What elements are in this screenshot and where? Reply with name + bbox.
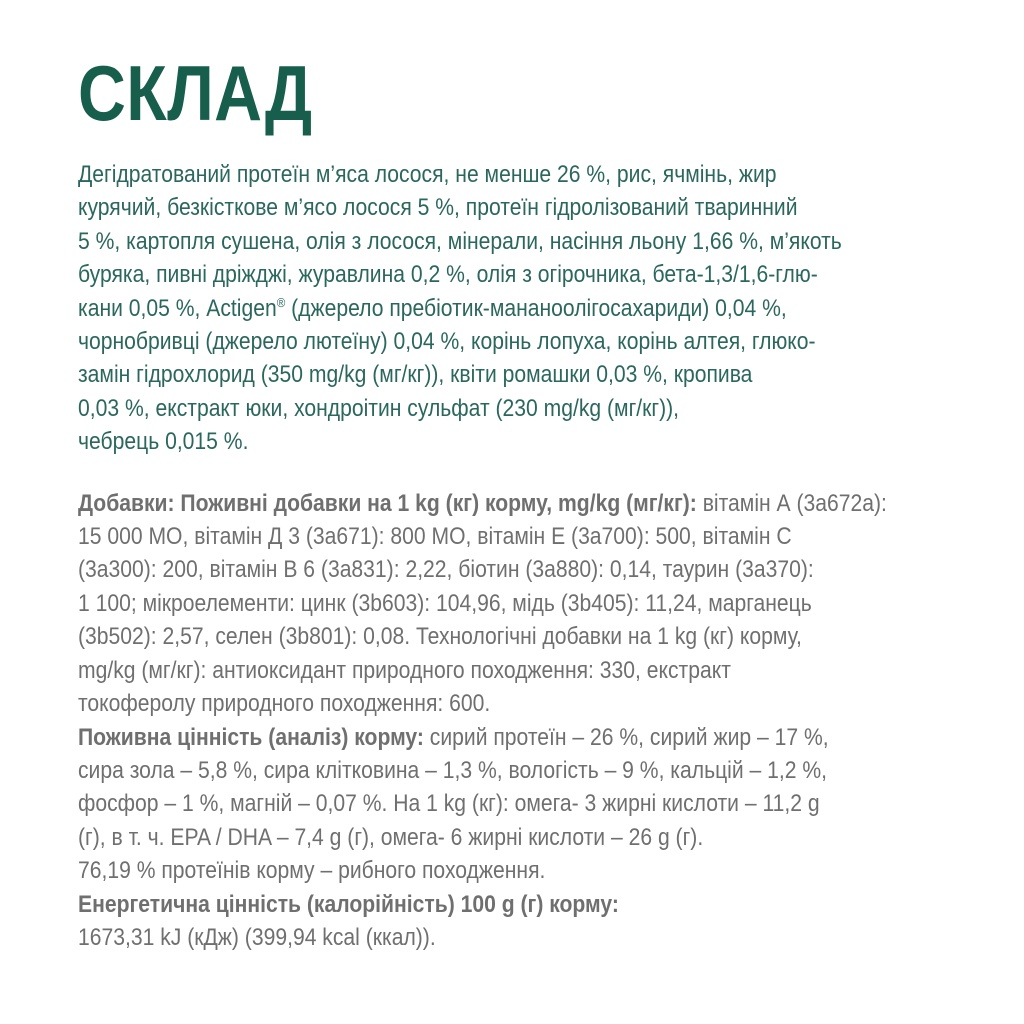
nutrition-paragraph xyxy=(78,721,984,888)
text-line xyxy=(78,225,875,258)
text-line xyxy=(78,358,875,391)
text-run: кани 0,05 %, Actigen® (джерело пребіотик-мананоолігосахариди) 0,04 %, xyxy=(78,294,787,322)
text-run: (3а300): 200, вітамін В 6 (3а831): 2,22, біотин (3а880): 0,14, таурин (3а370): xyxy=(78,556,814,584)
text-run: mg/kg (мг/кг): антиоксидант природного походження: 330, екстракт xyxy=(78,656,731,684)
text-run: токоферолу природного походження: 600. xyxy=(78,690,491,718)
text-run: (3b502): 2,57, селен (3b801): 0,08. Технологічні добавки на 1 kg (кг) корму, xyxy=(78,623,802,651)
text-line xyxy=(78,292,875,325)
text-run: 0,03 %, екстракт юки, хондроітин сульфат (230 mg/kg (мг/кг)), xyxy=(78,394,680,422)
text-line xyxy=(78,487,887,520)
text-line xyxy=(78,854,875,887)
text-line xyxy=(78,888,875,921)
text-run: (г), в т. ч. EPA / DHA – 7,4 g (г), омега- 6 жирні кислоти – 26 g (г). xyxy=(78,823,704,851)
text-line xyxy=(78,620,875,653)
document-body xyxy=(78,158,984,954)
text-run: 76,19 % протеїнів корму – рибного походження. xyxy=(78,857,546,885)
registered-trademark-symbol: ® xyxy=(276,294,286,310)
bold-text-run: Енергетична цінність (калорійність) 100 g (г) корму: xyxy=(78,890,619,918)
text-run: сира зола – 5,8 %, сира клітковина – 1,3 %, вологість – 9 %, кальцій – 1,2 %, xyxy=(78,756,828,784)
text-run: курячий, безкісткове м’ясо лосося 5 %, протеїн гідролізований тваринний xyxy=(78,194,798,222)
text-run: Дегідратований протеїн м’яса лосося, не менше 26 %, рис, ячмінь, жир xyxy=(78,161,777,188)
text-line xyxy=(78,553,875,586)
text-line xyxy=(78,158,875,191)
text-run: чорнобривці (джерело лютеїну) 0,04 %, корінь лопуха, корінь алтея, глюко- xyxy=(78,328,816,356)
text-line xyxy=(78,821,875,854)
text-line xyxy=(78,787,875,820)
text-run: замін гідрохлорид (350 mg/kg (мг/кг)), квіти ромашки 0,03 %, кропива xyxy=(78,361,753,389)
text-line xyxy=(78,325,875,358)
text-run: 5 %, картопля сушена, олія з лосося, мінерали, насіння льону 1,66 %, м’якоть xyxy=(78,227,842,255)
text-run: фосфор – 1 %, магній – 0,07 %. На 1 kg (кг): омега- 3 жирні кислоти – 11,2 g xyxy=(78,790,820,818)
text-line xyxy=(78,721,875,754)
text-line xyxy=(78,687,875,720)
text-line xyxy=(78,392,875,425)
composition-paragraph xyxy=(78,158,984,459)
additives-paragraph xyxy=(78,487,984,721)
text-line xyxy=(78,654,875,687)
text-line xyxy=(78,258,875,291)
text-run: 1 100; мікроелементи: цинк (3b603): 104,96, мідь (3b405): 11,24, марганець xyxy=(78,589,812,617)
energy-paragraph xyxy=(78,888,984,955)
text-run: буряка, пивні дріжджі, журавлина 0,2 %, олія з огірочника, бета-1,3/1,6-глю- xyxy=(78,261,818,289)
text-run: 1673,31 kJ (кДж) (399,94 kcal (ккал)). xyxy=(78,923,436,951)
text-run: сирий протеїн – 26 %, сирий жир – 17 %, xyxy=(423,723,829,751)
bold-text-run: Добавки: Поживні добавки на 1 kg (кг) корму, mg/kg (мг/кг): xyxy=(78,489,697,517)
bold-text-run: Поживна цінність (аналіз) корму: xyxy=(78,723,424,751)
text-line xyxy=(78,921,875,954)
text-line xyxy=(78,520,875,553)
page-title: СКЛАД xyxy=(78,49,313,137)
text-run: вітамін А (3а672а): xyxy=(696,489,887,517)
text-line xyxy=(78,191,875,224)
text-run: чебрець 0,015 %. xyxy=(78,428,249,456)
text-line xyxy=(78,587,875,620)
text-run: 15 000 МО, вітамін Д 3 (3а671): 800 МО, вітамін Е (3а700): 500, вітамін С xyxy=(78,523,792,551)
text-line xyxy=(78,754,875,787)
text-line xyxy=(78,425,875,458)
